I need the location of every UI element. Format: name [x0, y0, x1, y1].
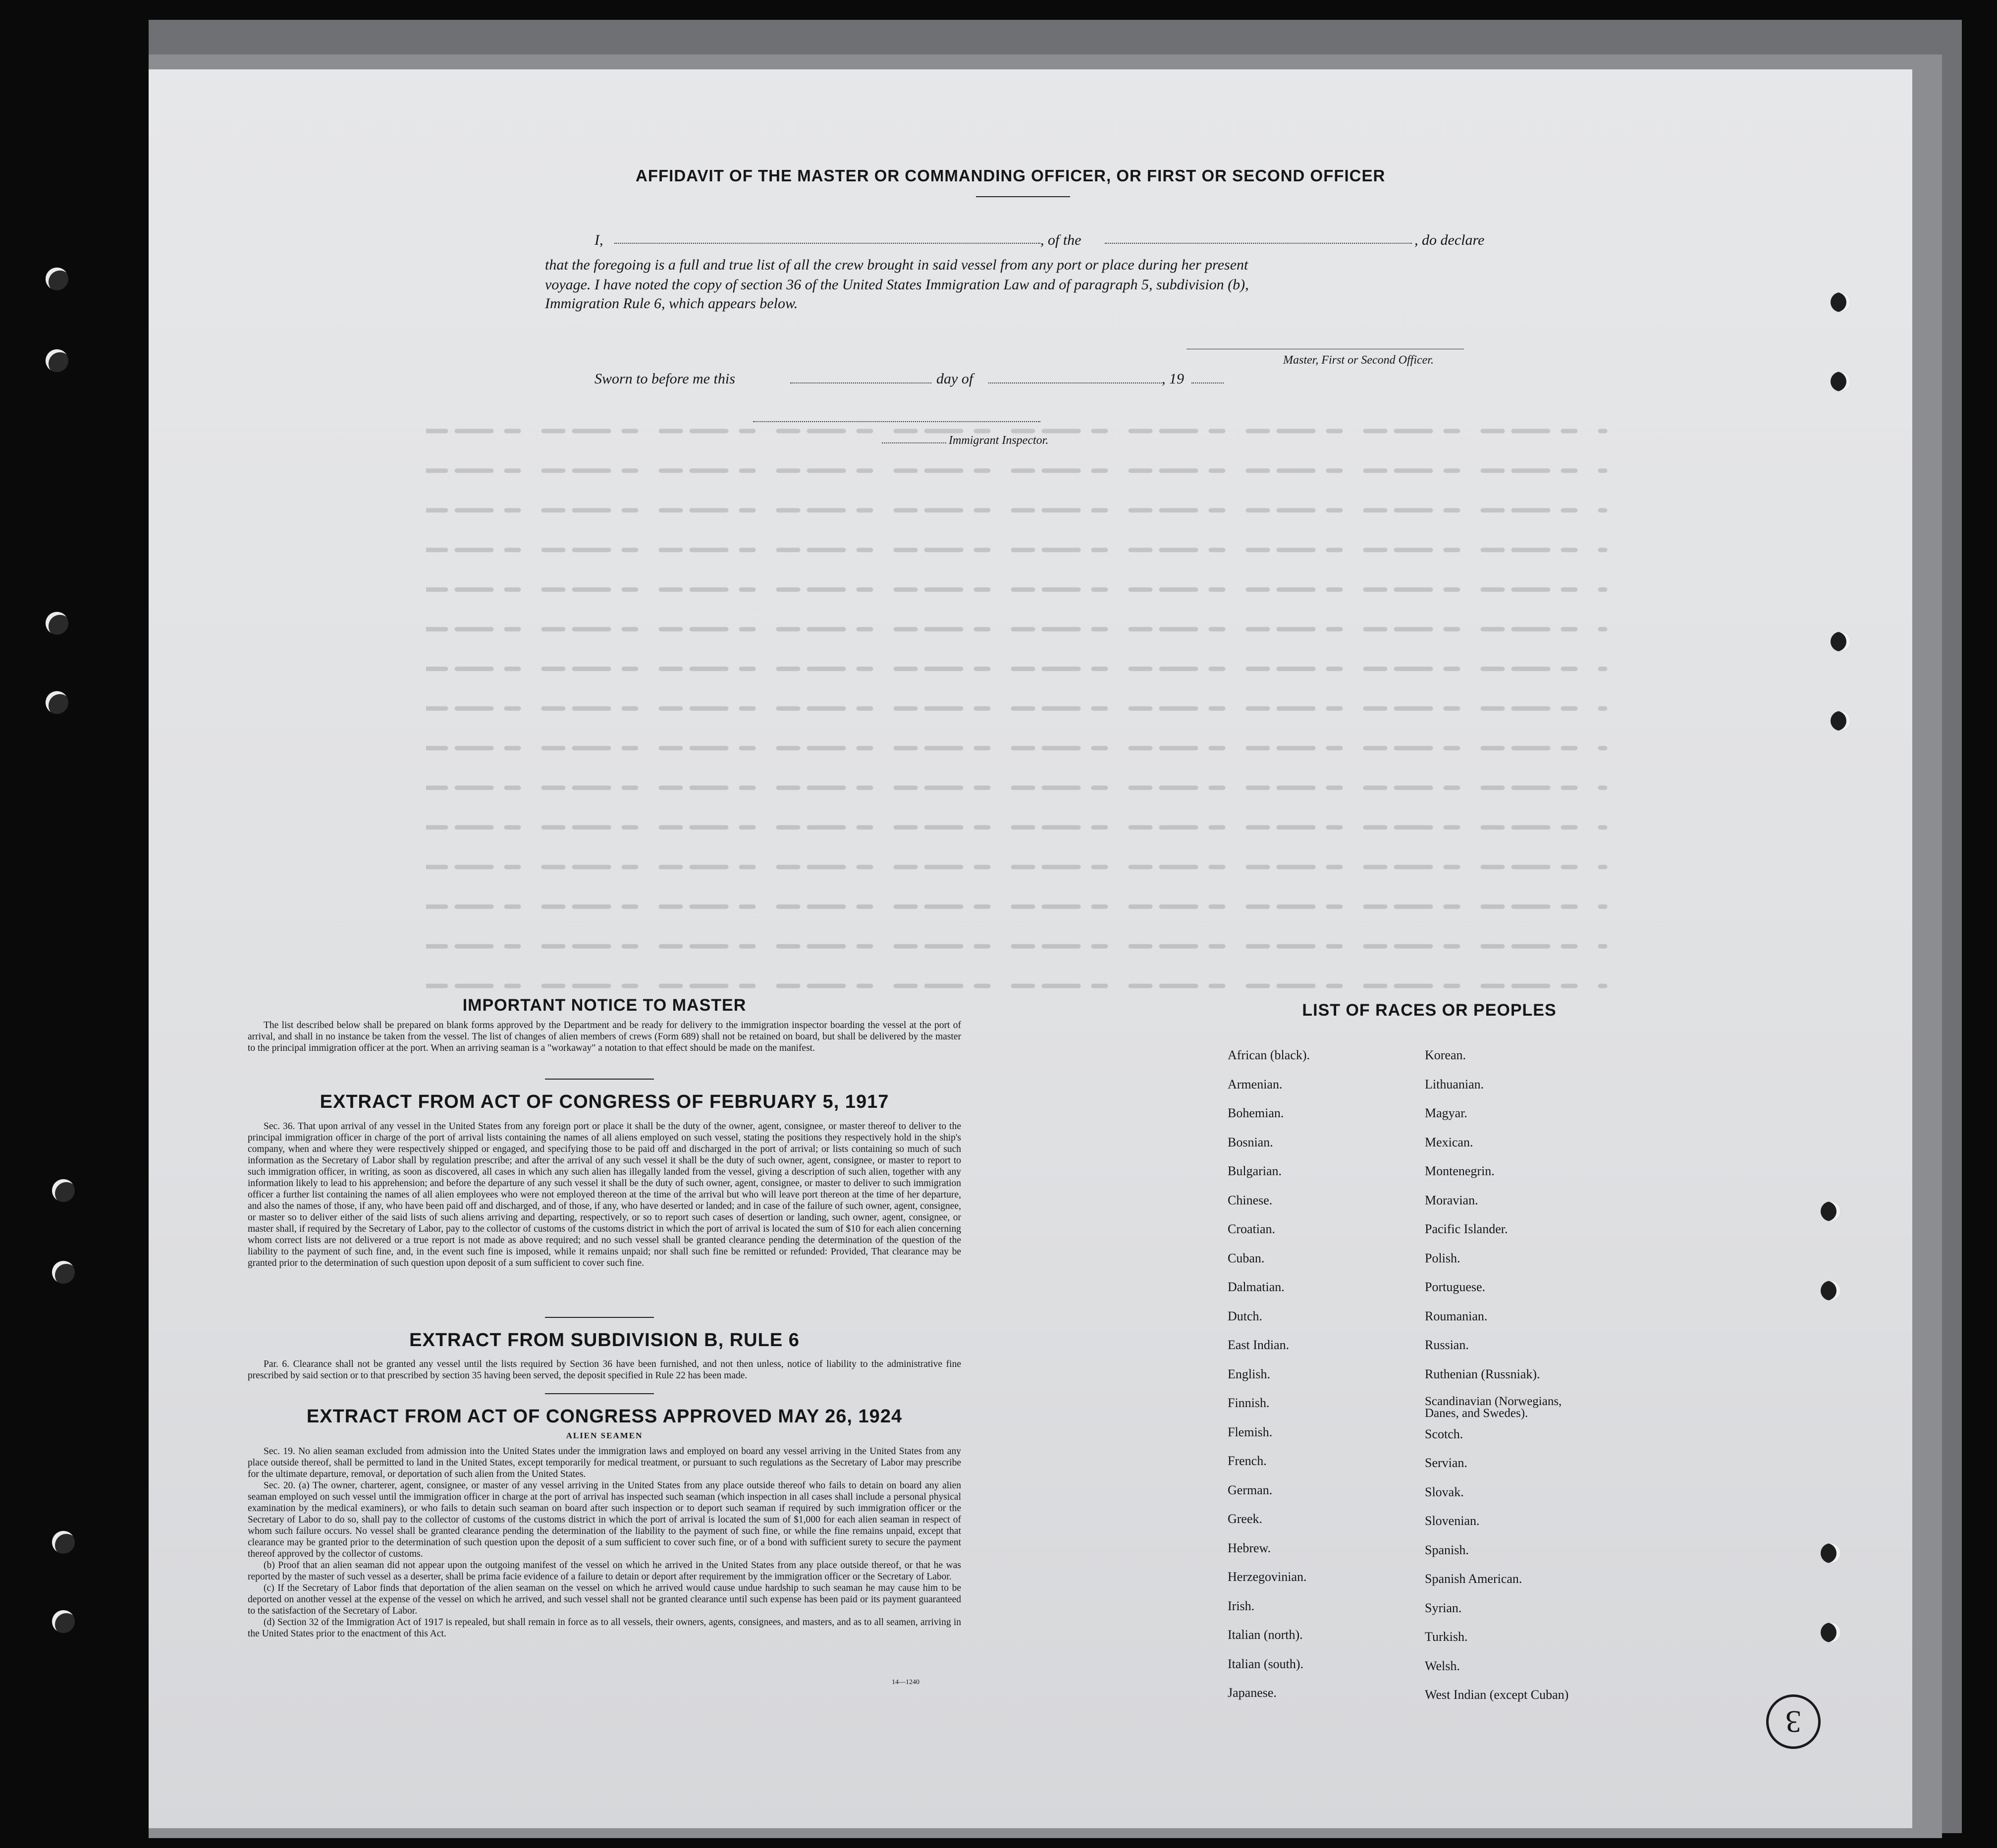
binding-hole-icon	[52, 1261, 75, 1284]
binding-hole-icon	[46, 691, 68, 714]
alien-seamen-subtitle: ALIEN SEAMEN	[566, 1431, 643, 1440]
binding-hole-icon	[1831, 292, 1850, 312]
race-item: Bulgarian.	[1228, 1164, 1282, 1178]
race-item: Bohemian.	[1228, 1106, 1284, 1120]
race-item: Montenegrin.	[1425, 1164, 1495, 1178]
binding-hole-icon	[1831, 372, 1850, 391]
notice-paragraph: The list described below shall be prepared on blank forms approved by the Department and be ready for delivery to the immigration inspector boarding the vessel at the port of arrival, and shall in no instance be taken from the vessel. The list of changes of alien members of crews (Form 689) shall not be retained on board, but shall be delivered by the master to the principal immigration officer at the port. When an arriving seaman is a "workaway" a notation to that effect should be made on the manifest.	[248, 1020, 961, 1053]
page-number-stamp: 3	[1766, 1694, 1821, 1749]
race-item: Bosnian.	[1228, 1135, 1273, 1149]
divider	[545, 1393, 654, 1394]
binding-hole-icon	[52, 1179, 75, 1202]
race-item: Irish.	[1228, 1598, 1255, 1613]
sworn-year-field[interactable]	[1191, 382, 1224, 383]
sec-20c-paragraph: (c) If the Secretary of Labor finds that deportation of the alien seaman on the vessel on which he arrived would cause undue hardship to such seaman he may cause him to be deported on another vessel at the expense of the vessel on which he arrived, and such vessel shall not be granted clearance until such expense has been paid or its payment guaranteed to the satisfaction of the Secretary of Labor.	[248, 1583, 961, 1616]
race-item: Lithuanian.	[1425, 1077, 1484, 1091]
binding-hole-icon	[52, 1610, 75, 1633]
subdivision-text	[248, 1359, 961, 1381]
race-item: Korean.	[1425, 1048, 1466, 1062]
race-item: West Indian (except Cuban)	[1425, 1687, 1569, 1702]
binding-hole-icon	[1821, 1281, 1840, 1301]
sec-20a-paragraph: Sec. 20. (a) The owner, charterer, agent, consignee, or master of any vessel arriving in the United States from any place outside thereof who fails to detain on board any alien seaman employed on such vessel until the immigration officer in charge at the port of arrival has inspected such seaman (which inspection in all cases shall include a personal physical examination by the medical examiners), or who fails to detain such seaman on board after such inspection or to deport such seaman if required by such immigration officer or the Secretary of Labor to do so, shall pay to the collector of customs of the customs district in which the port of arrival is located the sum of $1,000 for each alien seaman in respect of whom such failure occurs. No vessel shall be granted clearance pending the determination of the liability to the payment of such fine, or while the fine remains unpaid, except that clearance may be granted prior to the determination of such question upon the deposit of a sum sufficient to cover such fine, or of a bond with sufficient surety to secure the payment thereof approved by the collector of customs.	[248, 1480, 961, 1559]
race-item: Italian (north).	[1228, 1628, 1303, 1642]
race-item: Finnish.	[1228, 1396, 1270, 1410]
race-item: Ruthenian (Russniak).	[1425, 1366, 1540, 1381]
sworn-month-field[interactable]	[988, 382, 1162, 383]
affidavit-i: I,	[594, 232, 603, 248]
race-item: Spanish.	[1425, 1542, 1469, 1557]
race-item: Slovenian.	[1425, 1514, 1480, 1528]
inspector-initial-field[interactable]	[882, 442, 946, 443]
binding-hole-icon	[46, 612, 68, 635]
race-item: Croatian.	[1228, 1222, 1276, 1236]
race-item: East Indian.	[1228, 1338, 1290, 1352]
affidavit-do-declare: , do declare	[1414, 232, 1485, 248]
race-item: African (black).	[1228, 1048, 1310, 1062]
race-item: Cuban.	[1228, 1250, 1265, 1265]
sec-19-paragraph: Sec. 19. No alien seaman excluded from admission into the United States under the immigration laws and employed on board any vessel arriving in the United States from any place outside thereof, shall be permitted to land in the United States, except temporarily for medical treatment, or pursuant to such regulations as the Secretary of Labor may prescribe for the ultimate departure, removal, or deportation of such alien from the United States.	[248, 1446, 961, 1479]
races-title: LIST OF RACES OR PEOPLES	[1302, 1001, 1557, 1020]
affidavit-line3: Immigration Rule 6, which appears below.	[545, 295, 798, 312]
race-item: Italian (south).	[1228, 1656, 1304, 1671]
subdivision-title: EXTRACT FROM SUBDIVISION B, RULE 6	[409, 1330, 800, 1351]
form-number: 14—1240	[892, 1679, 919, 1686]
sworn-label: Sworn to before me this	[594, 371, 735, 387]
race-item: Russian.	[1425, 1338, 1469, 1352]
inspector-label: Immigrant Inspector.	[949, 434, 1049, 447]
day-of-label: day of	[936, 371, 973, 387]
binding-hole-icon	[1821, 1623, 1840, 1642]
race-item: Dalmatian.	[1228, 1280, 1285, 1294]
race-item: Syrian.	[1425, 1600, 1462, 1615]
race-item: French.	[1228, 1454, 1267, 1468]
extract-1917-text	[248, 1121, 961, 1269]
binding-hole-icon	[52, 1531, 75, 1554]
master-signature-label: Master, First or Second Officer.	[1283, 354, 1434, 367]
race-item: Flemish.	[1228, 1424, 1273, 1439]
race-item: Mexican.	[1425, 1135, 1473, 1149]
show-through-texture	[426, 411, 1665, 1006]
race-item: Servian.	[1425, 1456, 1467, 1470]
binding-hole-icon	[1821, 1543, 1840, 1563]
race-item: Scandinavian (Norwegians, Danes, and Swedes).	[1425, 1395, 1562, 1420]
divider	[545, 1079, 654, 1080]
race-item: Magyar.	[1425, 1106, 1467, 1120]
race-item: Portuguese.	[1425, 1280, 1486, 1294]
extract-1924-title: EXTRACT FROM ACT OF CONGRESS APPROVED MAY 26, 1924	[306, 1406, 903, 1427]
section-36-paragraph: Sec. 36. That upon arrival of any vessel in the United States from any foreign port or place it shall be the duty of the owner, agent, consignee, or master thereof to deliver to the principal immigration officer in charge of the port of arrival lists containing the names of all aliens employed on such vessel, stating the positions they respectively hold in the ship's company, when and where they were respectively shipped or engaged, and specifying those to be paid off and discharged in the port of arrival; or lists containing so much of such information as the Secretary of Labor shall by regulation prescribe; and after the arrival of any such vessel it shall be the duty of such owner, agent, consignee, or master to report to such immigration officer, in writing, as soon as discovered, all cases in which any such alien has illegally landed from the vessel, giving a description of such alien, together with any information likely to lead to his apprehension; and before the departure of any such vessel it shall be the duty of such owner, agent, consignee, or master to deliver to such immigration officer a further list containing the names of all alien employees who were not employed thereon at the time of the arrival but who will leave port thereon at the time of her departure, and also the names of those, if any, who have been paid off and discharged, and of those, if any, who have deserted or landed; and in case of the failure of such owner, agent, consignee, or master so to deliver either of the said lists of such aliens arriving and departing, respectively, or so to report such cases of desertion or landing, such owner, agent, consignee, or master shall, if required by the Secretary of Labor, pay to the collector of customs of the customs district in which the port of arrival is located the sum of $10 for each alien concerning whom correct lists are not delivered or a true report is not made as above required; and no such vessel shall be granted clearance pending the determination of the question of the liability to the payment of such fine, and, in the event such fine is imposed, while it remains unpaid; nor shall such fine be remitted or refunded: Provided, That clearance may be granted prior to the determination of such question upon deposit of a sum sufficient to cover such fine.	[248, 1121, 961, 1268]
sec-20b-paragraph: (b) Proof that an alien seaman did not appear upon the outgoing manifest of the vessel on which he arrived in the United States from any place outside thereof, or that he was reported by the master of such vessel as a deserter, shall be prima facie evidence of a failure to detain or deport after requirement by the immigration officer or the Secretary of Labor.	[248, 1560, 961, 1582]
binding-hole-icon	[1831, 632, 1850, 652]
sworn-day-field[interactable]	[790, 382, 931, 383]
race-item: Turkish.	[1425, 1630, 1468, 1644]
race-item: English.	[1228, 1366, 1270, 1381]
race-item: Polish.	[1425, 1250, 1460, 1265]
inspector-signature-field[interactable]	[753, 421, 1040, 422]
race-item: Pacific Islander.	[1425, 1222, 1508, 1236]
vessel-name-field[interactable]	[1105, 243, 1412, 244]
race-item: Spanish American.	[1425, 1572, 1522, 1586]
race-item: Slovak.	[1425, 1484, 1464, 1499]
title-underline	[976, 196, 1070, 197]
par-6-paragraph: Par. 6. Clearance shall not be granted any vessel until the lists required by Section 36 have been furnished, and not then unless, notice of liability to the administrative fine prescribed by said section or to that prescribed by section 35 having been served, the deposit specified in Rule 22 has been made.	[248, 1359, 961, 1381]
binding-hole-icon	[46, 268, 68, 290]
extract-1917-title: EXTRACT FROM ACT OF CONGRESS OF FEBRUARY 5, 1917	[320, 1091, 889, 1112]
race-item: Chinese.	[1228, 1193, 1273, 1207]
notice-title: IMPORTANT NOTICE TO MASTER	[462, 996, 747, 1015]
affidavit-line2: voyage. I have noted the copy of section 36 of the United States Immigration Law and of paragraph 5, subdivision (b),	[545, 276, 1249, 293]
binding-hole-icon	[46, 349, 68, 372]
divider	[545, 1317, 654, 1318]
sec-20d-paragraph: (d) Section 32 of the Immigration Act of 1917 is repealed, but shall remain in force as to all vessels, their owners, agents, consignees, and masters, and as to all seamen, arriving in the United States prior to the enactment of this Act.	[248, 1617, 961, 1639]
master-name-field[interactable]	[614, 243, 1040, 244]
race-item: Welsh.	[1425, 1658, 1460, 1673]
affidavit-of-the: , of the	[1040, 232, 1081, 248]
race-item: Armenian.	[1228, 1077, 1283, 1091]
race-item: Hebrew.	[1228, 1540, 1271, 1555]
affidavit-title: AFFIDAVIT OF THE MASTER OR COMMANDING OFFICER, OR FIRST OR SECOND OFFICER	[636, 166, 1386, 185]
race-item: Greek.	[1228, 1512, 1263, 1526]
affidavit-line1: that the foregoing is a full and true list of all the crew brought in said vessel from any port or place during her present	[545, 257, 1248, 273]
year-label: , 19	[1162, 371, 1184, 387]
binding-hole-icon	[1831, 711, 1850, 731]
race-item: Moravian.	[1425, 1193, 1478, 1207]
binding-hole-icon	[1821, 1201, 1840, 1221]
race-item: Dutch.	[1228, 1308, 1263, 1323]
race-item: Roumanian.	[1425, 1308, 1488, 1323]
notice-text	[248, 1020, 961, 1054]
race-item: Scotch.	[1425, 1426, 1463, 1441]
extract-1924-text	[248, 1446, 961, 1639]
race-item: Japanese.	[1228, 1685, 1277, 1700]
race-item: German.	[1228, 1482, 1273, 1497]
race-item: Herzegovinian.	[1228, 1570, 1307, 1584]
